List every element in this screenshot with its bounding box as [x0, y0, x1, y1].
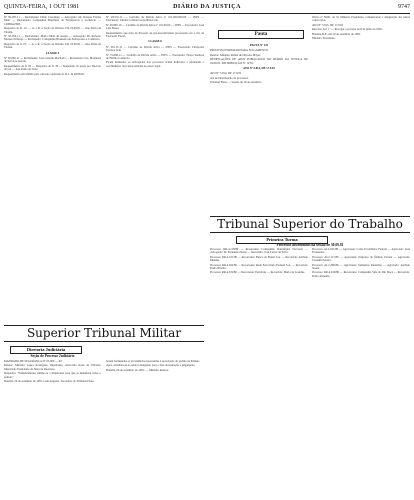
tst-column-a	[210, 248, 308, 496]
text-block: Requerimento de fl. 65 — Despacho de fl. 30 — Suspensão do prazo por Decreto de Lei — Ana Paula de Lima.	[4, 63, 101, 72]
text-block: Sejam formuladas as providências necessárias à apreciação do pedido de liminar.	[106, 359, 200, 363]
column-2	[106, 16, 204, 336]
text-block: Após, distribua-se ao relator designado para a fase de instrução e julgamento.	[106, 363, 196, 368]
text-block: ATO Nº 5.815, DE 17.9.81	[312, 22, 344, 27]
text-block: Nº 29.800-10 — Certidão de Dívida Ativa nº 101.00.00 — INPS — Executado: José Luiz Bauer.	[106, 22, 204, 31]
text-block: MANDADO DE SEGURANÇA Nº 05.000 — RJ	[4, 359, 62, 363]
text-block: RETIFICAÇÕES DE ATOS PUBLICADOS NO DIÁRIO DA JUSTIÇA DE 29.09.81, DISTRIBUIÇÃO Nº 12/81.	[210, 57, 308, 65]
section-subtitle: Processos distribuídos na sessão de 30.09.81	[276, 243, 344, 247]
header-page-number: 9747	[398, 4, 410, 10]
tst-column-b	[312, 248, 410, 496]
text-block: Resolve: Art. 1º — Revogar a portaria de 8 de julho de 1981.	[312, 27, 383, 32]
page-header	[4, 3, 410, 14]
pauta-heading: Pauta	[218, 30, 304, 39]
column-1	[4, 16, 101, 336]
header-title: DIÁRIO DA JUSTIÇA	[173, 4, 241, 10]
text-block: Despacho do R. 12. — A. e R. à Seção de Dúvida. Em 23.09.81 — Ana Sílvia de Thomé.	[4, 26, 101, 34]
text-block: Brasília, 29 de setembro de 1981. — Ministro Relator.	[106, 367, 169, 372]
banner-stm: Superior Tribunal Militar	[4, 325, 204, 342]
text-block: Requerimento que trata da Exceção de pré-executividade processada sob o rito da Execução Fiscal.	[106, 30, 204, 39]
text-block: Ministro Presidente.	[312, 36, 336, 41]
text-block: Relator: Ministro Lauro Rodrigues. Impetrante: Ariovaldo Assis de Oliveira. Impetrado: Presidente da Junta de Recursos.	[4, 363, 101, 371]
caption: CLASSE 5	[45, 50, 60, 55]
text-block: Relator: Ministro Rafael de Oliveira Mayer.	[210, 52, 261, 57]
column-4	[312, 16, 410, 221]
text-block: Ofício nº 56/81, do Sr. Ministro Presidente, comunicando a designação dos juízes convocados.	[312, 15, 410, 23]
text-block: Nº 50.187-11 — Reclamante: Dúlio Casaringe — Advogado: Dr. Robson Freitas Melo — Reclamado: Companhia Brasileira de Entrepostos e Comércio — COBRAZEM.	[4, 15, 101, 26]
text-block: Ata de Distribuição de processos.	[210, 75, 249, 80]
text-block: Processo: AI-2.306/80 — Agravante: Indústrias Reunidas — Agravado: Antônio Souza.	[312, 262, 410, 271]
text-block: Processo: RR-4.610/80 — Recorrente: Companhia Vale do Rio Doce — Recorrido: Pedro Almeida.	[312, 270, 410, 278]
text-block: Nº 28.555-11 — Certidão de Dívida Ativa nº 101.000.000.00 — INPS — Executado: Unidas Colônia Leopoldina Ltda.	[106, 15, 204, 23]
stm-column-b	[106, 360, 204, 495]
text-block: Nº 31.008-11 — Certidão de Dívida Ativa — INPS — Executado: Nossa Senhora de Fátima Comércio.	[106, 52, 204, 61]
section-diretoria-judiciaria: Diretoria Judiciária	[10, 346, 82, 354]
section-primeira-turma: Primeira Turma	[236, 236, 328, 244]
section-subtitle: Seção de Processo Judiciário	[30, 354, 75, 358]
caption: PAUTA Nº 122	[249, 43, 269, 47]
caption: ATO Nº 5.814, DE 17.9.81	[243, 66, 275, 71]
caption: CLASSE 6	[148, 39, 162, 44]
text-block: Brasília, 26 de setembro de 1981. Luiz Augusto, Secretário do Tribunal Pleno.	[4, 379, 95, 384]
text-block: Despacho de fl. 07. — A. e R. à Seção de Dúvida. Em 23.09.81 — Ana Sílvia de Thomé.	[4, 41, 101, 50]
text-block: Processo: RR-4.402/80 — Recorrente: Rede Ferroviária Federal S.A. — Recorrido: Paulo Ribeiro.	[210, 262, 308, 271]
text-block: Tribunal Pleno — Sessão de 30 de setembro.	[210, 80, 262, 85]
text-block: Processo: AI-2.117/80 — Agravante: Empresa de Ônibus Estrela — Agravado: Joaquim Pereira.	[312, 254, 410, 263]
text-block: PROCESSO FORMADO PARA JULGAMENTO	[210, 48, 268, 53]
header-date: QUINTA-FEIRA, 1 OUT 1981	[4, 4, 80, 10]
text-block: Processo: RR-4.519/80 — Recorrente: Petrobrás — Recorrido: Maria de Lourdes.	[210, 270, 305, 275]
text-block: Processo: RR-4.231/80 — Recorrente: Banco do Brasil S.A. — Recorrido: Antônio Mendes.	[210, 254, 308, 263]
stm-column-a	[4, 360, 101, 495]
text-block: Brasília-D.F., em 29 de setembro de 1981.	[312, 31, 361, 36]
banner-tst: Tribunal Superior do Trabalho	[210, 216, 410, 233]
text-block: Ficam intimados os Advogados dos processos acima indicados a efetuarem o recolhimento das custas devidas no prazo legal.	[106, 60, 204, 68]
text-block: Requerimento em trâmite pelo cartório conforme do D.J. de 28.08.81.	[4, 71, 85, 76]
text-block: Nº 50.184-11 — Reclamante: Maria Nilda de Araújo — Advogado: Dr. Roberto Moraes Nóbrega — Reclamado: Companhia Brasileira de Entrepostos e Comércio.	[4, 34, 101, 42]
text-block: Processo: RR-4.118/80 — Recorrente: Companhia Siderúrgica Nacional — Advogado: Dr. Fernando Neves — Recorrido: José Carlos da Silva.	[210, 247, 308, 255]
text-block: Nº 50.060-11 — Reclamante: José Grisolia Machado — Reclamado: Cia. Brasileira de Serviços Gerais.	[4, 56, 101, 64]
column-3	[210, 42, 308, 212]
text-block: ATO Nº 5.814, DE 17.9.81	[210, 71, 242, 76]
text-block: Despacho: "Primeiramente, intime-se o impetrante para que se manifeste sobre o pedido."	[4, 371, 101, 379]
text-block: Processo: AI-2.041/80 — Agravante: Caixa Econômica Federal — Agravado: Luiz Fernandes.	[312, 247, 410, 255]
text-block: Nº 30.115-11 — Certidão de Dívida Ativa — INPS — Executado: Petrópolis Tecidos Ltda.	[106, 44, 204, 53]
